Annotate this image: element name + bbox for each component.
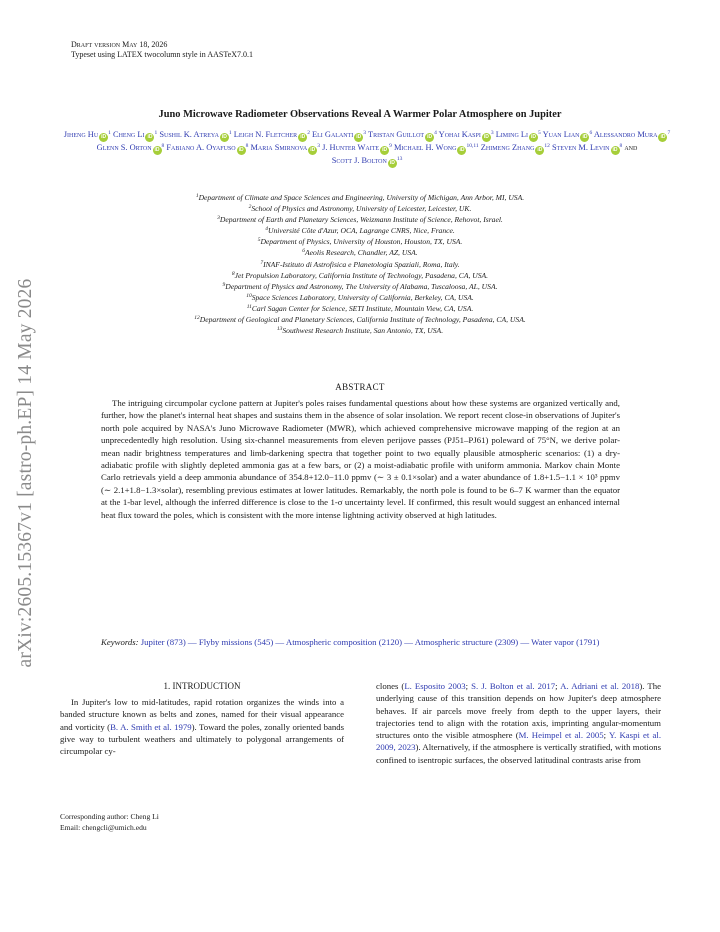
- author-name-text: Yuan Lian: [542, 130, 580, 139]
- author-affiliation-mark: 3: [317, 143, 320, 149]
- affiliation-text: Université Côte d'Azur, OCA, Lagrange CNRS, Nice, France.: [267, 226, 455, 236]
- affiliation-text: Department of Physics, University of Houston, Houston, TX, USA.: [260, 237, 463, 247]
- author-affiliation-mark: 9: [389, 143, 392, 149]
- author-name[interactable]: [496, 130, 541, 139]
- author-name[interactable]: [250, 143, 320, 152]
- author-name[interactable]: [113, 130, 157, 139]
- keywords-links[interactable]: Jupiter (873) — Flyby missions (545) — Atmospheric composition (2120) — Atmospheric structure (2309) — Water vapor (1791): [140, 637, 600, 647]
- draft-version: Draft version May 18, 2026: [71, 40, 168, 49]
- abstract-heading: ABSTRACT: [335, 382, 385, 392]
- author-name[interactable]: [594, 130, 670, 139]
- author-name-text: Leigh N. Fletcher: [233, 130, 298, 139]
- orcid-icon[interactable]: iD: [389, 160, 395, 166]
- preprint-header: [71, 40, 253, 60]
- orcid-icon[interactable]: iD: [147, 134, 153, 140]
- author-name[interactable]: [159, 130, 231, 139]
- author-name-text: Zhimeng Zhang: [480, 143, 535, 152]
- affiliation-number: 2: [248, 204, 252, 211]
- affiliation-number: 9: [222, 281, 226, 288]
- author-name[interactable]: [312, 130, 366, 139]
- affiliation-text: Aeolis Research, Chandler, AZ, USA.: [305, 248, 418, 258]
- citation-link[interactable]: L. Esposito 2003: [404, 681, 466, 691]
- affiliation-list: [60, 192, 660, 336]
- affiliation: [60, 325, 660, 336]
- orcid-icon[interactable]: iD: [221, 134, 227, 140]
- affiliation-number: 7: [260, 259, 264, 266]
- orcid-icon[interactable]: iD: [427, 134, 433, 140]
- intro-text: ). Toward the poles, zonally oriented bands give way to turbulent weathers and ultimately to polygonal arrangements of circumpolar cy-: [60, 721, 344, 757]
- author-affiliation-mark: 12: [544, 143, 550, 149]
- affiliation: [60, 236, 660, 247]
- author-name[interactable]: [322, 143, 392, 152]
- author-name[interactable]: [332, 156, 403, 165]
- typeset-note: Typeset using LATEX twocolumn style in AASTeX7.0.1: [71, 50, 253, 59]
- author-affiliation-mark: 13: [396, 156, 403, 162]
- author-conjunction: and: [624, 143, 638, 152]
- affiliation-text: Department of Physics and Astronomy, The University of Alabama, Tuscaloosa, AL, USA.: [225, 281, 498, 291]
- author-name-text: Glenn S. Orton: [96, 143, 152, 152]
- paper-title: Juno Microwave Radiometer Observations Reveal A Warmer Polar Atmosphere on Jupiter: [158, 109, 562, 120]
- author-name[interactable]: [368, 130, 437, 139]
- corresponding-author-footnote: [60, 811, 159, 833]
- affiliation: [60, 225, 660, 236]
- orcid-icon[interactable]: iD: [300, 134, 306, 140]
- intro-text: In Jupiter's low to mid-latitudes, rapid rotation organizes the winds into a banded structure known as belts and zones, named for their visual appearance and vorticity (: [60, 697, 344, 732]
- author-name[interactable]: [166, 143, 248, 152]
- orcid-icon[interactable]: iD: [660, 134, 666, 140]
- corresponding-author: Corresponding author: Cheng Li: [60, 812, 159, 821]
- affiliation-text: School of Physics and Astronomy, University of Leicester, Leicester, UK.: [251, 204, 472, 214]
- affiliation-number: 11: [246, 303, 252, 310]
- orcid-icon[interactable]: iD: [382, 147, 388, 153]
- author-name-text: Eli Galanti: [312, 130, 354, 139]
- author-affiliation-mark: 1: [228, 130, 232, 136]
- affiliation: [60, 247, 660, 258]
- keywords: [101, 636, 620, 648]
- orcid-icon[interactable]: iD: [238, 147, 244, 153]
- affiliation-number: 3: [217, 215, 220, 222]
- author-list: [62, 129, 672, 168]
- affiliation-text: Jet Propulsion Laboratory, California Institute of Technology, Pasadena, CA, USA.: [234, 270, 489, 280]
- author-name-text: Sushil K. Atreya: [159, 130, 219, 139]
- author-affiliation-mark: 5: [538, 130, 541, 136]
- intro-text: ). The underlying cause of this transition depends on how Jupiter's deep atmosphere behaves. If air parcels move freely from depth to the upper layers, their trajectories tend to align with the rotation axis, imprinting angular-momentum structures onto the visible atmosphere (: [376, 681, 661, 741]
- affiliation: [60, 281, 660, 292]
- affiliation-number: 10: [246, 292, 252, 299]
- orcid-icon[interactable]: iD: [310, 147, 316, 153]
- affiliation: [60, 192, 660, 203]
- intro-right-column: clones (L. Esposito 2003; S. J. Bolton et al. 2017; A. Adriani et al. 2018). The underlying cause of this transition depends on how Jupiter's deep atmosphere behaves. If air parcels move freely from depth to the upper layers, their trajectories tend to align with the rotation axis, imprinting angular-momentum structures onto the visible atmosphere (M. Heimpel et al. 2005; Y. Kaspi et al. 2009, 2023). Alternatively, if the atmosphere is vertically stratified, with motions confined to isentropic surfaces, the observed latitudinal contrasts arise from: [376, 681, 662, 765]
- author-name[interactable]: [543, 130, 593, 139]
- citation-link[interactable]: M. Heimpel et al. 2005: [518, 730, 604, 741]
- affiliation-number: 5: [257, 237, 261, 244]
- author-name-text: J. Hunter Waite: [322, 143, 380, 152]
- affiliation: [60, 303, 660, 314]
- orcid-icon[interactable]: iD: [612, 147, 618, 153]
- affiliation-number: 12: [194, 315, 200, 322]
- affiliation: [60, 259, 660, 270]
- author-name-text: Scott J. Bolton: [331, 156, 387, 165]
- citation-link[interactable]: Y. Kaspi et al. 2009, 2023: [376, 730, 662, 753]
- affiliation-text: Space Sciences Laboratory, University of California, Berkeley, CA, USA.: [251, 292, 474, 302]
- author-affiliation-mark: 1: [154, 130, 158, 136]
- author-affiliation-mark: 7: [667, 130, 671, 136]
- citation-link[interactable]: S. J. Bolton et al. 2017: [471, 681, 556, 691]
- author-email: Email: chengcli@umich.edu: [60, 823, 147, 832]
- orcid-icon[interactable]: iD: [483, 134, 489, 140]
- author-name-text: Yohai Kaspi: [438, 130, 481, 139]
- author-name[interactable]: [97, 143, 165, 152]
- section-heading-introduction: 1. INTRODUCTION: [163, 681, 241, 691]
- affiliation-number: 6: [302, 248, 306, 255]
- orcid-icon[interactable]: iD: [582, 134, 588, 140]
- orcid-icon[interactable]: iD: [154, 147, 160, 153]
- affiliation: [60, 214, 660, 225]
- author-affiliation-mark: 3: [363, 130, 367, 136]
- author-affiliation-mark: 6: [589, 130, 593, 136]
- author-affiliation-mark: 8: [161, 143, 165, 149]
- author-name-text: Jiheng Hu: [63, 130, 99, 139]
- orcid-icon[interactable]: iD: [356, 134, 362, 140]
- author-name-text: Steven M. Levin: [552, 143, 610, 152]
- author-affiliation-mark: 8: [245, 143, 249, 149]
- abstract-text: The intriguing circumpolar cyclone pattern at Jupiter's poles raises fundamental questions about how these systems are organized vertically and, further, how the planet's internal heat shapes and sustains them in the absence of solar insolation. We report recent close-in observations of Jupiter's north pole acquired by NASA's Juno Microwave Radiometer (MWR), which achieved comprehensive microwave mapping of the region at an unprecedentedly high resolution. Using six-channel measurements from eleven perijove passes (PJ51–PJ61) poleward of 75°N, we derive polar-mean nadir brightness temperatures and limb-darkening spectra that together point to two equally plausible atmospheric scenarios: (1) a dry-adiabatic profile with slightly depleted ammonia gas at a few bars, or (2) a moist-adiabatic profile with uniform ammonia. Markov chain Monte Carlo retrievals yield a deep ammonia abundance of 354.8+12.0−11.0 ppmv (∼ 3 ± 0.1×solar) and a water abundance of 1.8+1.5−1.1 × 10³ ppmv (∼ 2.1+1.8−1.3×solar), resembling previous estimates at lower latitudes. Remarkably, the north pole is found to be 6–7 K warmer than the equator at the 1-bar level, although the inferred difference is close to the 1-σ uncertainty level. If confirmed, this result would suggest an enhanced internal heat flux toward the poles, which is consistent with the more intense lightning activity observed at high latitudes.: [101, 398, 620, 520]
- arxiv-watermark: [6, 238, 46, 708]
- affiliation-number: 1: [195, 193, 199, 199]
- affiliation: [60, 203, 660, 214]
- intro-text: ). Alternatively, if the atmosphere is vertically stratified, with motions confined to isentropic surfaces, the observed latitudinal contrasts arise from: [376, 742, 661, 765]
- author-name[interactable]: [234, 130, 310, 139]
- author-affiliation-mark: 2: [307, 130, 310, 136]
- author-name-text: Maria Smirnova: [250, 143, 308, 152]
- author-affiliation-mark: 10,11: [466, 143, 479, 149]
- author-name-text: Cheng Li: [113, 130, 145, 139]
- author-affiliation-mark: 8: [619, 143, 623, 149]
- affiliation: [60, 314, 660, 325]
- orcid-icon[interactable]: iD: [537, 147, 543, 153]
- author-affiliation-mark: 4: [434, 130, 437, 136]
- affiliation-text: Department of Earth and Planetary Sciences, Weizmann Institute of Science, Rehovot, Israel.: [219, 215, 503, 225]
- author-name[interactable]: [394, 143, 479, 152]
- affiliation-text: Department of Climate and Space Sciences and Engineering, University of Michigan, Ann Arbor, MI, USA.: [198, 193, 525, 202]
- orcid-icon[interactable]: iD: [459, 147, 465, 153]
- intro-text: clones (: [376, 681, 405, 691]
- affiliation-number: 4: [265, 226, 268, 233]
- citation-link[interactable]: B. A. Smith et al. 1979: [110, 721, 192, 732]
- keywords-label: Keywords:: [101, 637, 139, 647]
- author-name-text: Liming Li: [495, 130, 529, 139]
- author-affiliation-mark: 3: [490, 130, 494, 136]
- affiliation: [60, 270, 660, 281]
- intro-left-column: [60, 696, 344, 757]
- affiliation-number: 8: [231, 270, 235, 277]
- affiliation-text: Southwest Research Institute, San Antonio, TX, USA.: [282, 326, 444, 336]
- affiliation-text: INAF-Istituto di Astrofisica e Planetologia Spaziali, Roma, Italy.: [263, 259, 460, 269]
- author-name-text: Tristan Guillot: [367, 130, 425, 139]
- abstract-body: [101, 397, 620, 521]
- affiliation-text: Carl Sagan Center for Science, SETI Institute, Mountain View, CA, USA.: [251, 303, 474, 313]
- arxiv-id[interactable]: arXiv:2605.15367v1 [astro-ph.EP] 14 May 2026: [15, 278, 36, 668]
- author-name-text: Fabiano A. Oyafuso: [166, 143, 236, 152]
- author-name[interactable]: [64, 130, 111, 139]
- citation-link[interactable]: A. Adriani et al. 2018: [560, 681, 640, 691]
- author-name-text: Alessandro Mura: [593, 130, 658, 139]
- author-name[interactable]: [439, 130, 494, 139]
- orcid-icon[interactable]: iD: [101, 134, 107, 140]
- affiliation: [60, 292, 660, 303]
- orcid-icon[interactable]: iD: [531, 134, 537, 140]
- author-name[interactable]: [552, 143, 622, 152]
- author-name-text: Michael H. Wong: [393, 143, 457, 152]
- author-name[interactable]: [481, 143, 550, 152]
- affiliation-text: Department of Geological and Planetary Sciences, California Institute of Technology, Pasadena, CA, USA.: [199, 315, 526, 325]
- author-affiliation-mark: 1: [108, 130, 111, 136]
- affiliation-number: 13: [276, 326, 283, 333]
